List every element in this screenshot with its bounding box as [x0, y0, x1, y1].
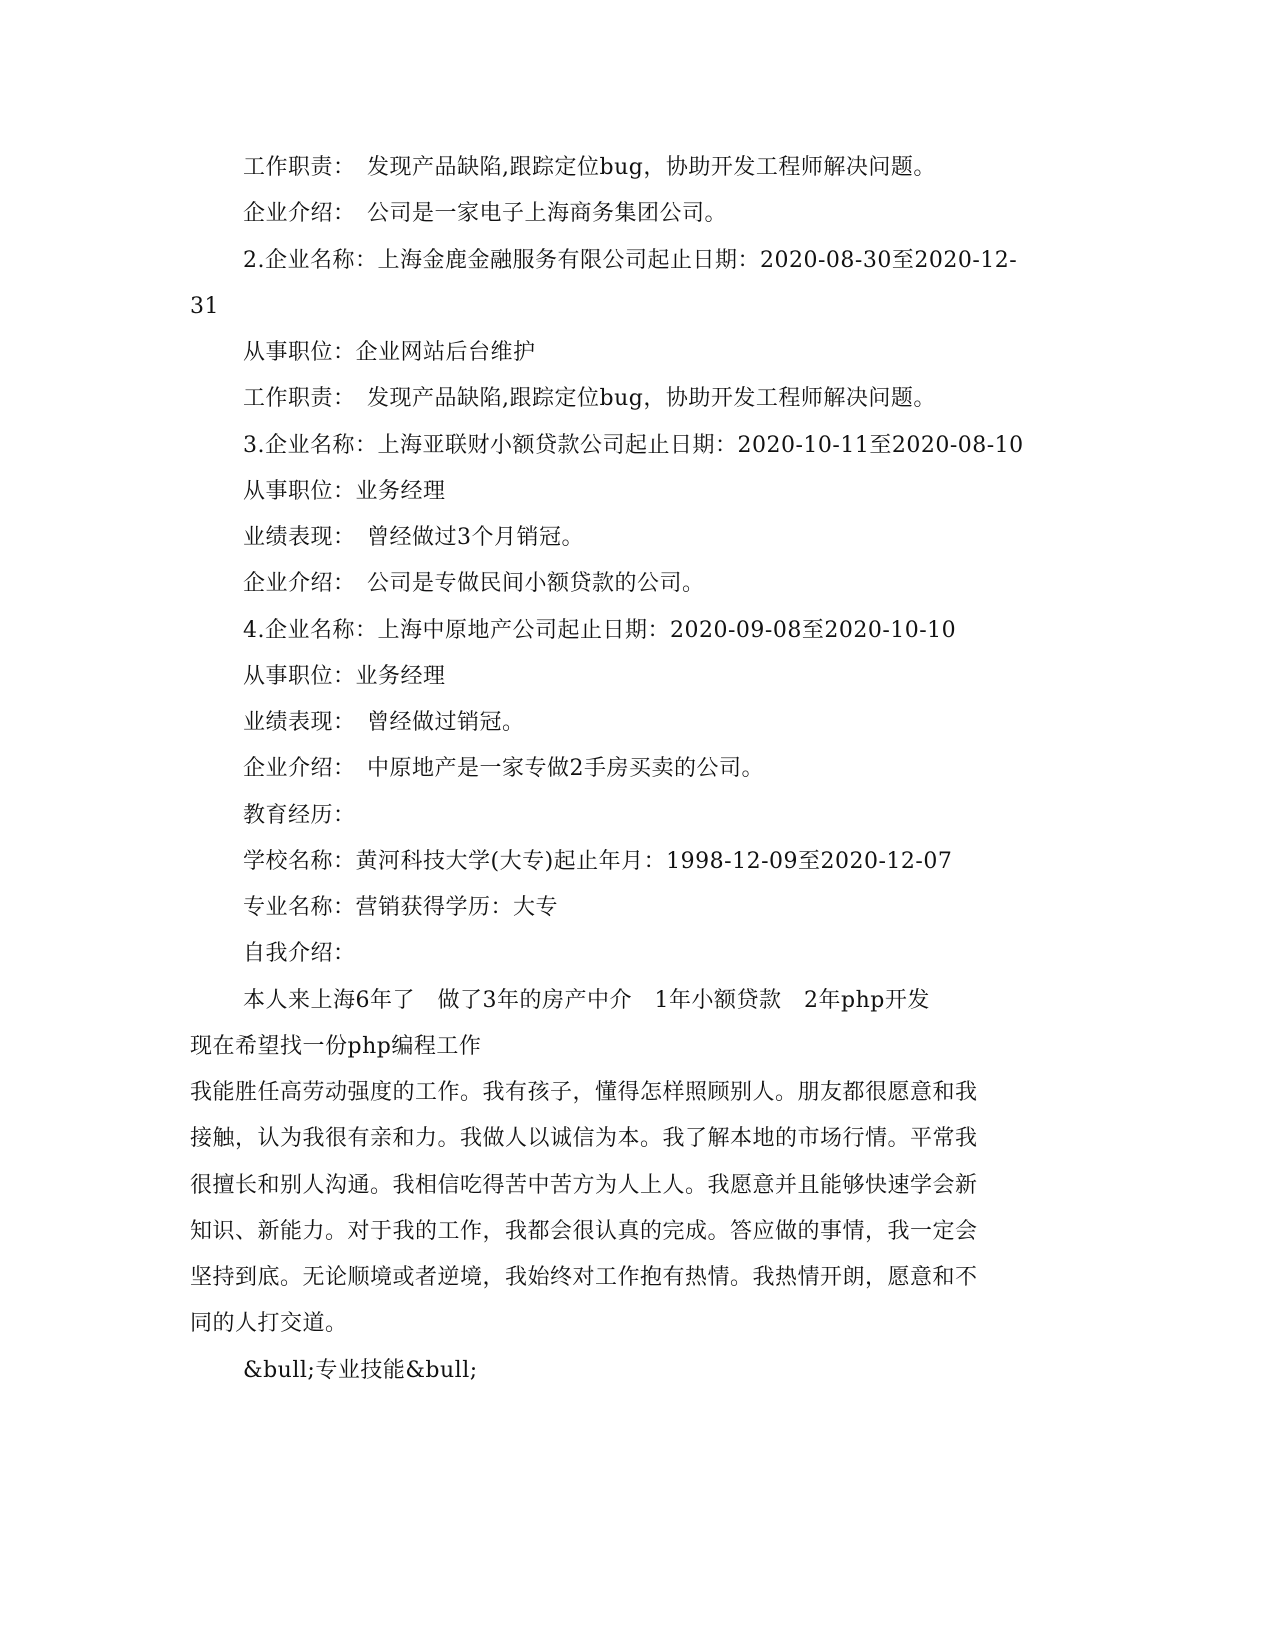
self-intro-heading: 自我介绍： — [243, 941, 356, 966]
self-intro-paragraph-line: 坚持到底。无论顺境或者逆境，我始终对工作抱有热情。我热情开朗，愿意和不 — [190, 1265, 978, 1290]
self-intro-paragraph-line: 接触，认为我很有亲和力。我做人以诚信为本。我了解本地的市场行情。平常我 — [190, 1126, 978, 1151]
job-duty-line: 工作职责： 发现产品缺陷,跟踪定位bug，协助开发工程师解决问题。 — [243, 386, 936, 411]
skills-heading: &bull;专业技能&bull; — [243, 1358, 478, 1383]
major-line: 专业名称：营销获得学历：大专 — [243, 895, 559, 920]
performance-line: 业绩表现： 曾经做过3个月销冠。 — [243, 525, 584, 550]
self-intro-line: 现在希望找一份php编程工作 — [190, 1034, 482, 1059]
position-line: 从事职位：企业网站后台维护 — [243, 340, 536, 365]
company-intro-line: 企业介绍： 公司是一家电子上海商务集团公司。 — [243, 201, 728, 226]
self-intro-paragraph-line: 同的人打交道。 — [190, 1311, 348, 1336]
school-line: 学校名称：黄河科技大学(大专)起止年月：1998-12-09至2020-12-07 — [243, 849, 953, 874]
company-name-line-2: 2.企业名称：上海金鹿金融服务有限公司起止日期：2020-08-30至2020-12- — [243, 248, 1018, 273]
position-line: 从事职位：业务经理 — [243, 479, 446, 504]
position-line: 从事职位：业务经理 — [243, 664, 446, 689]
education-heading: 教育经历： — [243, 803, 356, 828]
company-name-line-4: 4.企业名称：上海中原地产公司起止日期：2020-09-08至2020-10-10 — [243, 618, 957, 643]
self-intro-paragraph-line: 我能胜任高劳动强度的工作。我有孩子，懂得怎样照顾别人。朋友都很愿意和我 — [190, 1080, 978, 1105]
job-duty-line: 工作职责： 发现产品缺陷,跟踪定位bug，协助开发工程师解决问题。 — [243, 155, 936, 180]
self-intro-paragraph-line: 很擅长和别人沟通。我相信吃得苦中苦方为人上人。我愿意并且能够快速学会新 — [190, 1173, 978, 1198]
company-name-line-3: 3.企业名称：上海亚联财小额贷款公司起止日期：2020-10-11至2020-08-10 — [243, 433, 1024, 458]
company-intro-line: 企业介绍： 公司是专做民间小额贷款的公司。 — [243, 571, 705, 596]
self-intro-paragraph-line: 知识、新能力。对于我的工作，我都会很认真的完成。答应做的事情，我一定会 — [190, 1219, 978, 1244]
company-intro-line: 企业介绍： 中原地产是一家专做2手房买卖的公司。 — [243, 756, 764, 781]
date-continuation-line: 31 — [190, 294, 219, 319]
self-intro-line: 本人来上海6年了 做了3年的房产中介 1年小额贷款 2年php开发 — [243, 988, 930, 1013]
performance-line: 业绩表现： 曾经做过销冠。 — [243, 710, 525, 735]
